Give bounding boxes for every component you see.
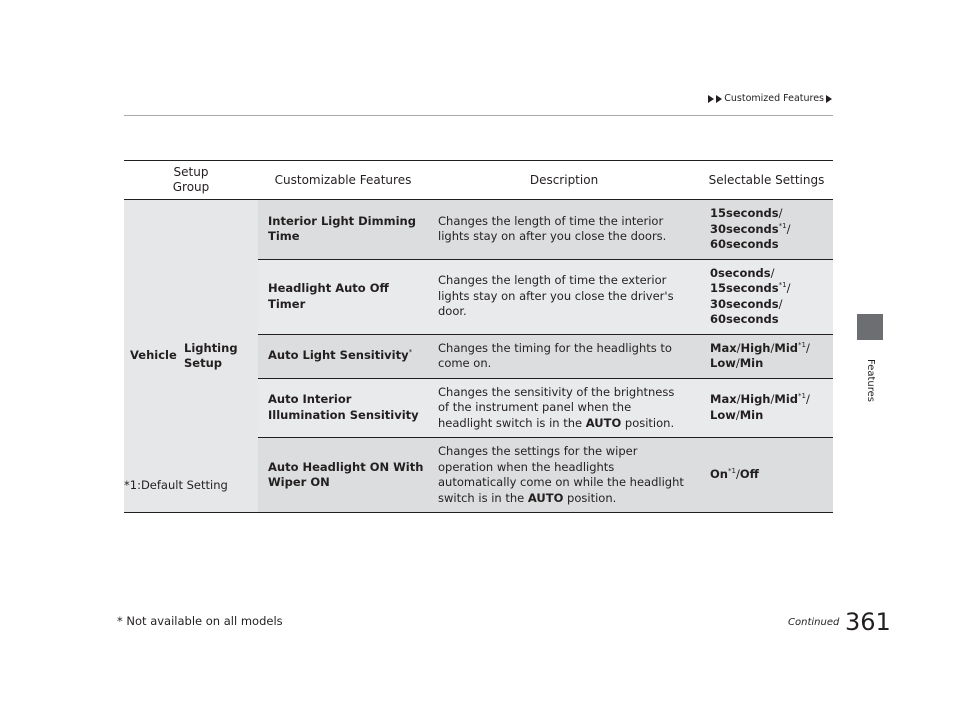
group-vehicle: Vehicle [124,200,182,513]
selectable-settings: Max/High/Mid$^{*1}$/ Low/Min [700,378,833,438]
feature-name: Interior Light Dimming Time [258,200,428,260]
selectable-settings: On$^{*1}$/Off [700,438,833,513]
feature-description: Changes the length of time the exterior lights stay on after you close the driver's door. [428,259,700,334]
feature-name: Auto Interior Illumination Sensitivity [258,378,428,438]
selectable-settings: 0seconds/ 15seconds$^{*1}$/ 30seconds/ 60seconds [700,259,833,334]
availability-note: * Not available on all models [117,614,283,628]
section-tab-label: Features [864,358,876,402]
header-setup-group: Setup Group [124,161,258,200]
customized-features-table [124,160,833,513]
selectable-settings: 15seconds/ 30seconds$^{*1}$/ 60seconds [700,200,833,260]
breadcrumb-label[interactable]: Customized Features [724,93,824,104]
header-customizable-features: Customizable Features [258,161,428,200]
feature-name: Auto Light Sensitivity* [258,334,428,378]
page-number: 361 [845,608,891,636]
selectable-settings: Max/High/Mid$^{*1}$/ Low/Min [700,334,833,378]
table-row [124,200,833,260]
arrow-right-icon [826,95,832,103]
feature-name: Auto Headlight ON With Wiper ON [258,438,428,513]
feature-description: Changes the length of time the interior lights stay on after you close the doors. [428,200,700,260]
group-lighting-setup: Lighting Setup [182,200,258,513]
breadcrumb [708,93,832,104]
continued-label: Continued [788,617,840,628]
top-rule [124,115,833,116]
table-header-row [124,161,833,200]
feature-description: Changes the settings for the wiper operation when the headlights automatically come on while the headlight switch is in the AUTO position. [428,438,700,513]
header-selectable-settings: Selectable Settings [700,161,833,200]
arrow-right-icon [716,95,722,103]
default-setting-footnote: *1:Default Setting [124,478,228,492]
feature-description: Changes the timing for the headlights to come on. [428,334,700,378]
section-tab-marker [857,314,883,340]
header-description: Description [428,161,700,200]
arrow-right-icon [708,95,714,103]
feature-description: Changes the sensitivity of the brightness of the instrument panel when the headlight switch is in the AUTO position. [428,378,700,438]
feature-name: Headlight Auto Off Timer [258,259,428,334]
